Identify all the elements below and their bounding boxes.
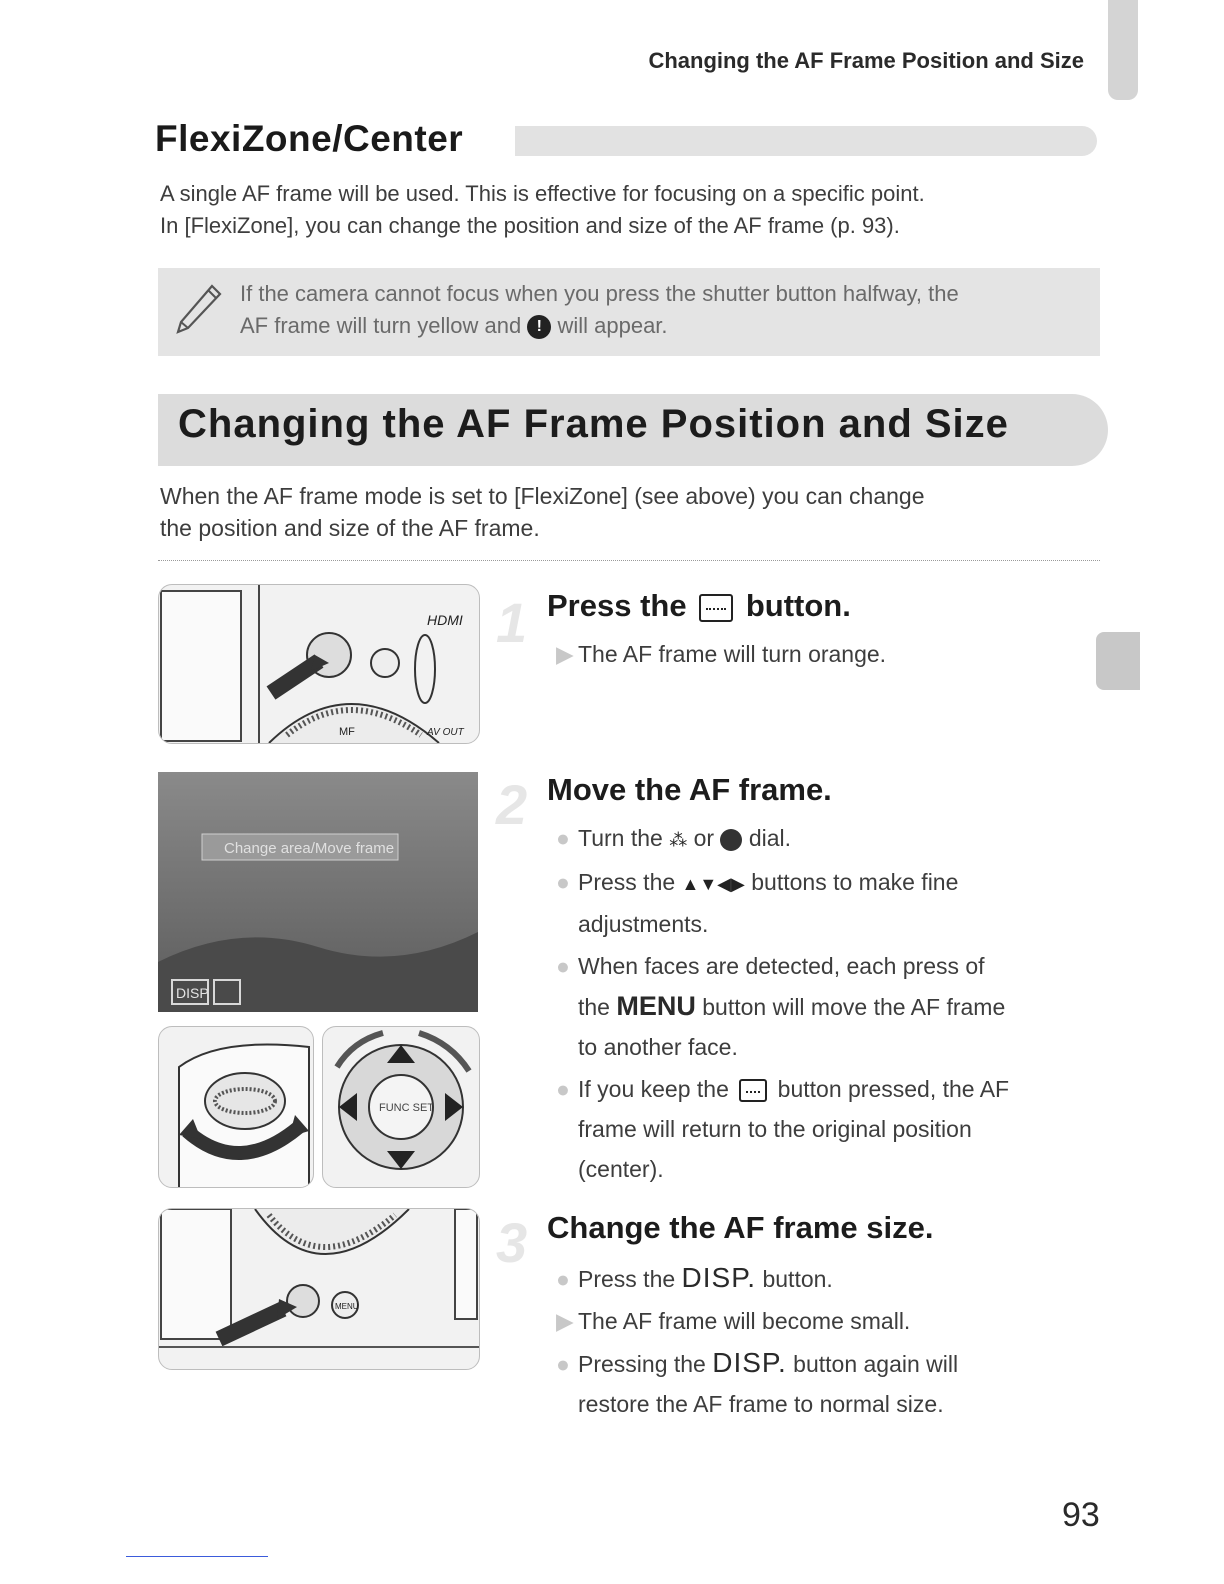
note-line: If the camera cannot focus when you press the shutter button halfway, the — [240, 281, 959, 306]
bullet-dot-icon: ● — [556, 1266, 570, 1292]
af-frame-button-icon — [739, 1079, 767, 1102]
control-dial-icon — [720, 829, 742, 851]
bullet-text: the — [578, 994, 610, 1020]
section-paragraph — [160, 480, 1110, 544]
chapter-tab-top — [1108, 0, 1138, 100]
menu-button-word: MENU — [616, 991, 696, 1021]
disp-button-word: DISP. — [681, 1262, 757, 1293]
note-text — [240, 278, 1080, 342]
step-bullet — [556, 1343, 1096, 1424]
func-set-label: FUNC SET — [379, 1102, 434, 1114]
running-header: Changing the AF Frame Position and Size — [648, 48, 1084, 73]
hdmi-label: HDMI — [427, 612, 463, 628]
step-bullet — [556, 634, 886, 674]
bullet-dot-icon: ● — [556, 1351, 570, 1377]
subsection-paragraph — [160, 178, 1100, 242]
section-line: When the AF frame mode is set to [FlexiZone] (see above) you can change — [160, 483, 925, 509]
step-title — [547, 588, 851, 624]
bullet-text: buttons to make fine — [751, 869, 959, 895]
step-bullet — [556, 862, 1096, 944]
bullet-dot-icon: ● — [556, 825, 570, 851]
bullet-text: (center). — [578, 1156, 664, 1182]
bullet-text: or — [693, 825, 715, 851]
step-bullet-list — [556, 818, 1096, 1189]
note-line-end: will appear. — [557, 313, 668, 338]
bullet-text: button. — [762, 1266, 833, 1292]
step-number: 3 — [496, 1211, 528, 1274]
bullet-text: If you keep the — [578, 1076, 729, 1102]
bullet-text: Pressing the — [578, 1351, 706, 1377]
bullet-text: When faces are detected, each press of — [578, 953, 985, 979]
step-title-start: Press the — [547, 588, 687, 623]
step-bullet — [556, 946, 1096, 1067]
bullet-dot-icon: ● — [556, 1076, 570, 1102]
step-title: Change the AF frame size. — [547, 1210, 934, 1245]
bullet-text: button again will — [793, 1351, 959, 1377]
bullet-dot-icon: ● — [556, 953, 570, 979]
figure-control-dial — [158, 1026, 314, 1188]
bullet-text: to another face. — [578, 1034, 738, 1060]
step-bullet-list — [556, 1258, 1096, 1424]
bullet-text: dial. — [748, 825, 792, 851]
step-number: 2 — [496, 773, 528, 836]
result-arrow-icon: ▶ — [556, 1308, 574, 1334]
step-bullet — [556, 818, 1096, 860]
bullet-text: Press the — [578, 1266, 676, 1292]
av-out-label: AV OUT — [427, 727, 464, 738]
step-bullet — [556, 1069, 1096, 1189]
figure-af-button-press — [158, 584, 480, 744]
step-bullet — [556, 1258, 1096, 1299]
subsection-title-bar — [515, 126, 1097, 156]
bullet-dot-icon: ● — [556, 869, 570, 895]
main-dial-icon: ⁂ — [669, 830, 688, 850]
bullet-text: Press the — [578, 869, 676, 895]
arrow-buttons-icon: ▲▼◀▶ — [681, 874, 745, 894]
chapter-tab-marker — [1096, 632, 1140, 690]
pencil-icon — [172, 282, 224, 338]
lcd-banner-text: Change area/Move frame — [224, 840, 395, 857]
bullet-text: restore the AF frame to normal size. — [578, 1391, 944, 1417]
section-line: the position and size of the AF frame. — [160, 515, 540, 541]
menu-button-label: MENU — [335, 1302, 359, 1311]
lcd-disp-label: DISP — [176, 985, 209, 1001]
step-number: 1 — [496, 591, 528, 654]
step-bullet-text: The AF frame will turn orange. — [578, 641, 887, 667]
note-line-start: AF frame will turn yellow and — [240, 313, 522, 338]
bullet-text: frame will return to the original position — [578, 1116, 972, 1142]
step-title-end: button. — [745, 588, 851, 623]
dotted-divider — [158, 560, 1100, 561]
bullet-text: adjustments. — [578, 911, 709, 937]
page-number: 93 — [1062, 1496, 1100, 1534]
section-title: Changing the AF Frame Position and Size — [178, 402, 1009, 446]
note-line — [240, 310, 1080, 342]
subsection-line: In [FlexiZone], you can change the position and size of the AF frame (p. 93). — [160, 213, 900, 238]
figure-lcd-screen — [158, 772, 478, 1012]
subsection-title: FlexiZone/Center — [155, 118, 464, 159]
step-title: Move the AF frame. — [547, 772, 832, 807]
disp-button-word: DISP. — [712, 1347, 787, 1378]
subsection-line: A single AF frame will be used. This is effective for focusing on a specific point. — [160, 181, 925, 206]
bullet-text: The AF frame will become small. — [578, 1308, 911, 1334]
bullet-text: button will move the AF frame — [702, 994, 1006, 1020]
af-frame-button-icon — [699, 594, 733, 622]
mf-label: MF — [339, 726, 355, 738]
footer-link-line — [126, 1556, 268, 1557]
bullet-line — [556, 986, 1096, 1027]
bullet-text: Turn the — [578, 825, 663, 851]
figure-control-wheel — [322, 1026, 480, 1188]
bullet-text: button pressed, the AF — [777, 1076, 1010, 1102]
result-arrow-icon: ▶ — [556, 641, 574, 667]
warning-icon: ! — [527, 315, 551, 339]
figure-disp-button-press — [158, 1208, 480, 1370]
step-bullet — [556, 1301, 1096, 1341]
